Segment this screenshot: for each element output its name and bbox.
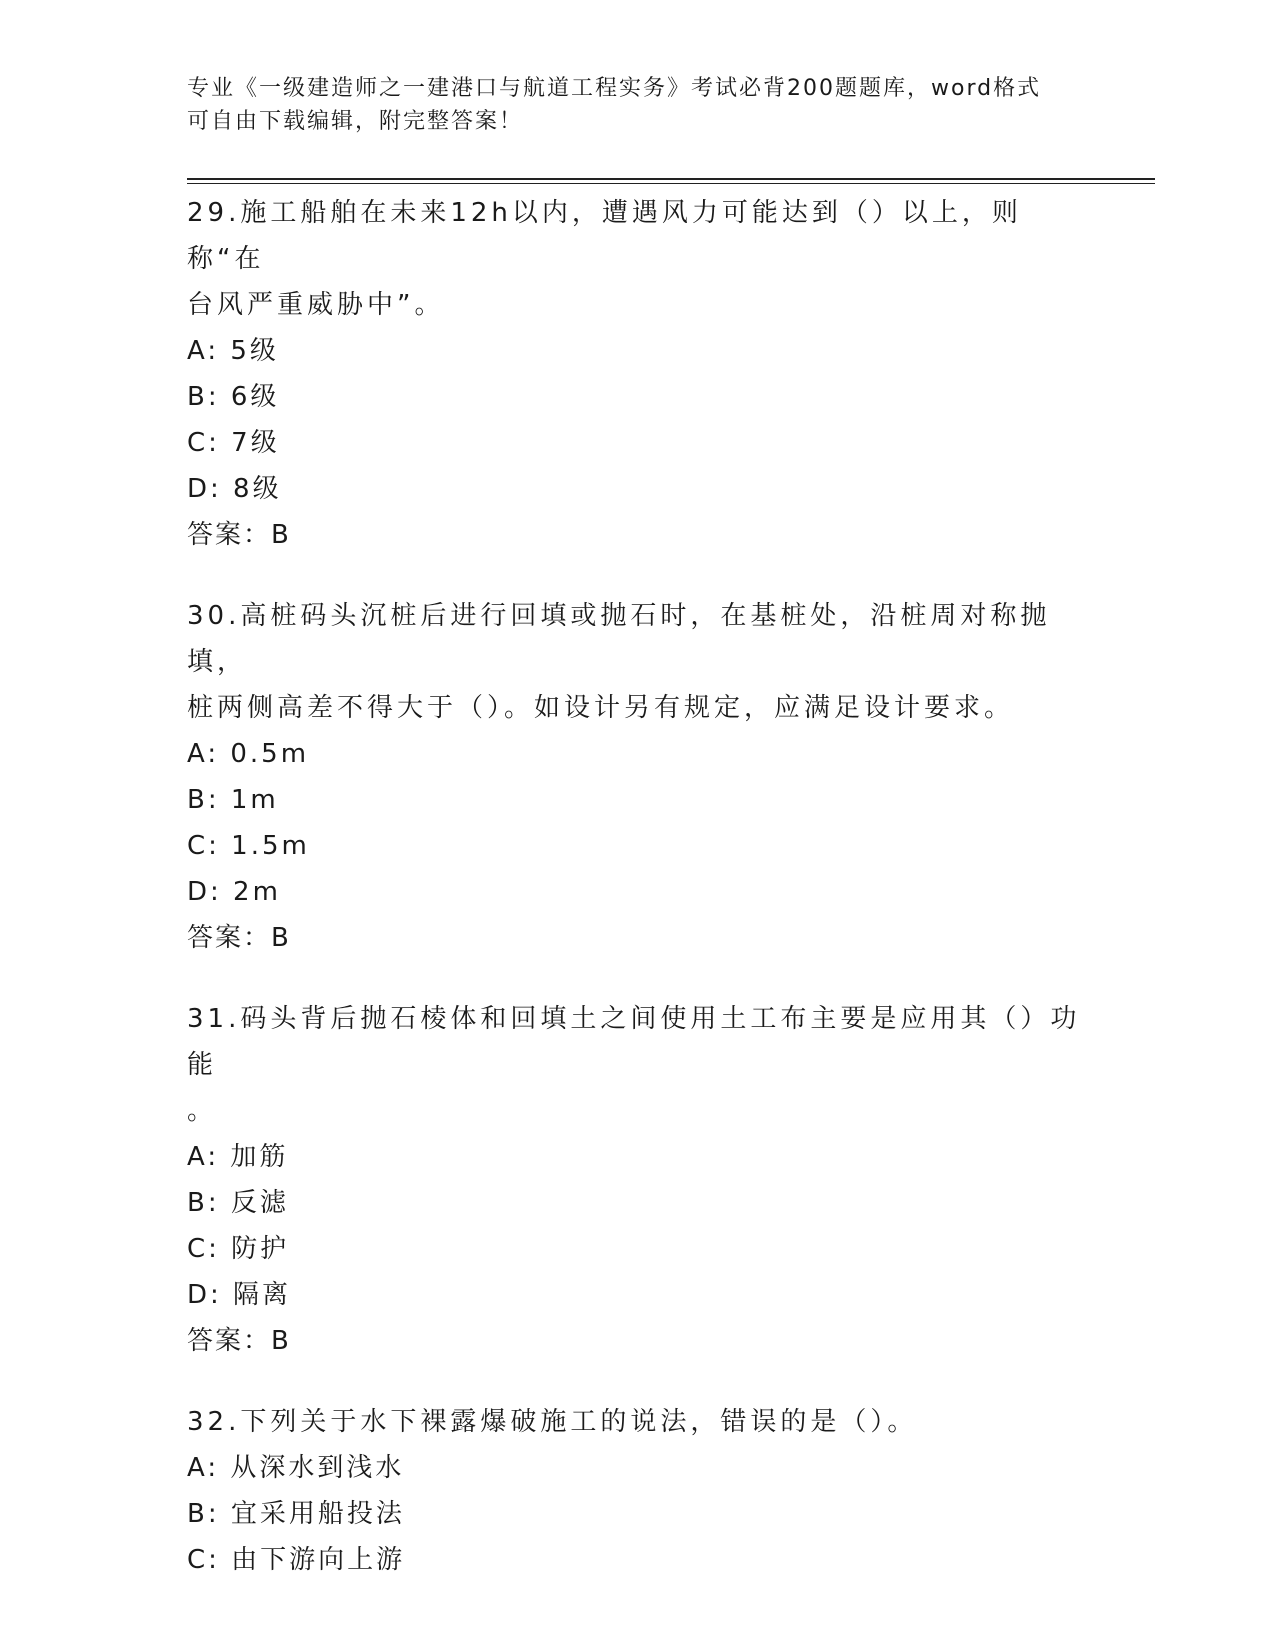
option-c: C: 由下游向上游 xyxy=(187,1545,406,1575)
option-b: B: 宜采用船投法 xyxy=(187,1499,405,1529)
question-text-line: 31.码头背后抛石棱体和回填土之间使用土工布主要是应用其（）功能 xyxy=(187,1004,1081,1080)
option-c: C: 防护 xyxy=(187,1234,290,1264)
answer: 答案：B xyxy=(187,923,291,953)
question-list xyxy=(187,190,1087,1618)
question-31 xyxy=(187,996,1087,1364)
question-text-line: 29.施工船舶在未来12h以内，遭遇风力可能达到（）以上，则称“在 xyxy=(187,198,1022,274)
question-text-line: 32.下列关于水下裸露爆破施工的说法，错误的是（）。 xyxy=(187,1407,918,1437)
header-line-1: 专业《一级建造师之一建港口与航道工程实务》考试必背200题题库，word格式 xyxy=(187,76,1042,101)
answer: 答案：B xyxy=(187,1326,291,1356)
header-divider-thick xyxy=(187,178,1155,180)
option-b: B: 反滤 xyxy=(187,1188,289,1218)
option-a: A: 0.5m xyxy=(187,739,310,769)
document-header xyxy=(187,72,1067,138)
option-c: C: 1.5m xyxy=(187,831,310,861)
option-d: D: 2m xyxy=(187,877,281,907)
question-32 xyxy=(187,1399,1087,1583)
option-d: D: 8级 xyxy=(187,474,282,504)
option-d: D: 隔离 xyxy=(187,1280,292,1310)
header-line-2: 可自由下载编辑，附完整答案！ xyxy=(187,109,524,134)
question-text-line: 桩两侧高差不得大于（）。如设计另有规定，应满足设计要求。 xyxy=(187,693,1015,723)
option-b: B: 6级 xyxy=(187,382,280,412)
question-30 xyxy=(187,593,1087,961)
question-text-line: 。 xyxy=(187,1096,218,1126)
header-divider-thin xyxy=(187,183,1155,184)
answer: 答案：B xyxy=(187,520,291,550)
question-29 xyxy=(187,190,1087,558)
option-b: B: 1m xyxy=(187,785,279,815)
option-a: A: 加筋 xyxy=(187,1142,289,1172)
question-text-line: 台风严重威胁中”。 xyxy=(187,290,445,320)
option-a: A: 5级 xyxy=(187,336,279,366)
option-c: C: 7级 xyxy=(187,428,280,458)
option-a: A: 从深水到浅水 xyxy=(187,1453,405,1483)
question-text-line: 30.高桩码头沉桩后进行回填或抛石时，在基桩处，沿桩周对称抛填， xyxy=(187,601,1051,677)
